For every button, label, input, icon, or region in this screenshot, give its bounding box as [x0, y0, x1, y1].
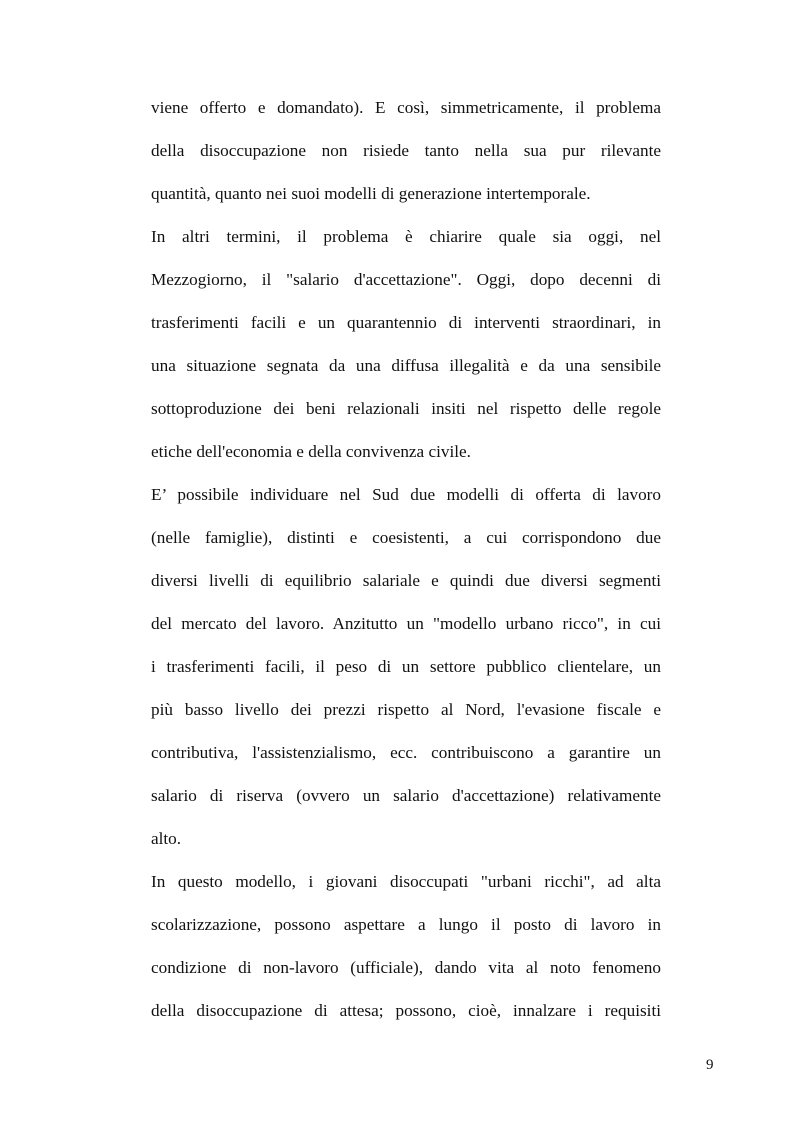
paragraph-3 [151, 473, 661, 860]
text-line: etiche dell'economia e della convivenza civile. [151, 442, 471, 461]
body-text [151, 86, 661, 1032]
page-number: 9 [706, 1057, 714, 1073]
text-line: In altri termini, il problema è chiarire quale sia oggi, nel [151, 227, 661, 246]
text-line: della disoccupazione non risiede tanto nella sua pur rilevante [151, 141, 661, 160]
text-line: sottoproduzione dei beni relazionali insiti nel rispetto delle regole [151, 399, 661, 418]
text-line: E’ possibile individuare nel Sud due modelli di offerta di lavoro [151, 485, 661, 504]
text-line: una situazione segnata da una diffusa illegalità e da una sensibile [151, 356, 661, 375]
text-line: salario di riserva (ovvero un salario d'accettazione) relativamente [151, 786, 661, 805]
text-line: (nelle famiglie), distinti e coesistenti, a cui corrispondono due [151, 528, 661, 547]
paragraph-1 [151, 86, 661, 215]
paragraph-4 [151, 860, 661, 1032]
text-line: trasferimenti facili e un quarantennio di interventi straordinari, in [151, 313, 661, 332]
text-line: In questo modello, i giovani disoccupati "urbani ricchi", ad alta [151, 872, 661, 891]
text-line: viene offerto e domandato). E così, simmetricamente, il problema [151, 98, 661, 117]
text-line: condizione di non-lavoro (ufficiale), dando vita al noto fenomeno [151, 958, 661, 977]
text-line: del mercato del lavoro. Anzitutto un "modello urbano ricco", in cui [151, 614, 661, 633]
text-line: quantità, quanto nei suoi modelli di generazione intertemporale. [151, 184, 591, 203]
text-line: scolarizzazione, possono aspettare a lungo il posto di lavoro in [151, 915, 661, 934]
text-line: alto. [151, 829, 182, 848]
text-line: più basso livello dei prezzi rispetto al Nord, l'evasione fiscale e [151, 700, 661, 719]
paragraph-2 [151, 215, 661, 473]
text-line: diversi livelli di equilibrio salariale e quindi due diversi segmenti [151, 571, 661, 590]
text-line: i trasferimenti facili, il peso di un settore pubblico clientelare, un [151, 657, 661, 676]
text-line: contributiva, l'assistenzialismo, ecc. contribuiscono a garantire un [151, 743, 661, 762]
text-line: Mezzogiorno, il "salario d'accettazione". Oggi, dopo decenni di [151, 270, 661, 289]
text-line: della disoccupazione di attesa; possono, cioè, innalzare i requisiti [151, 1001, 661, 1020]
